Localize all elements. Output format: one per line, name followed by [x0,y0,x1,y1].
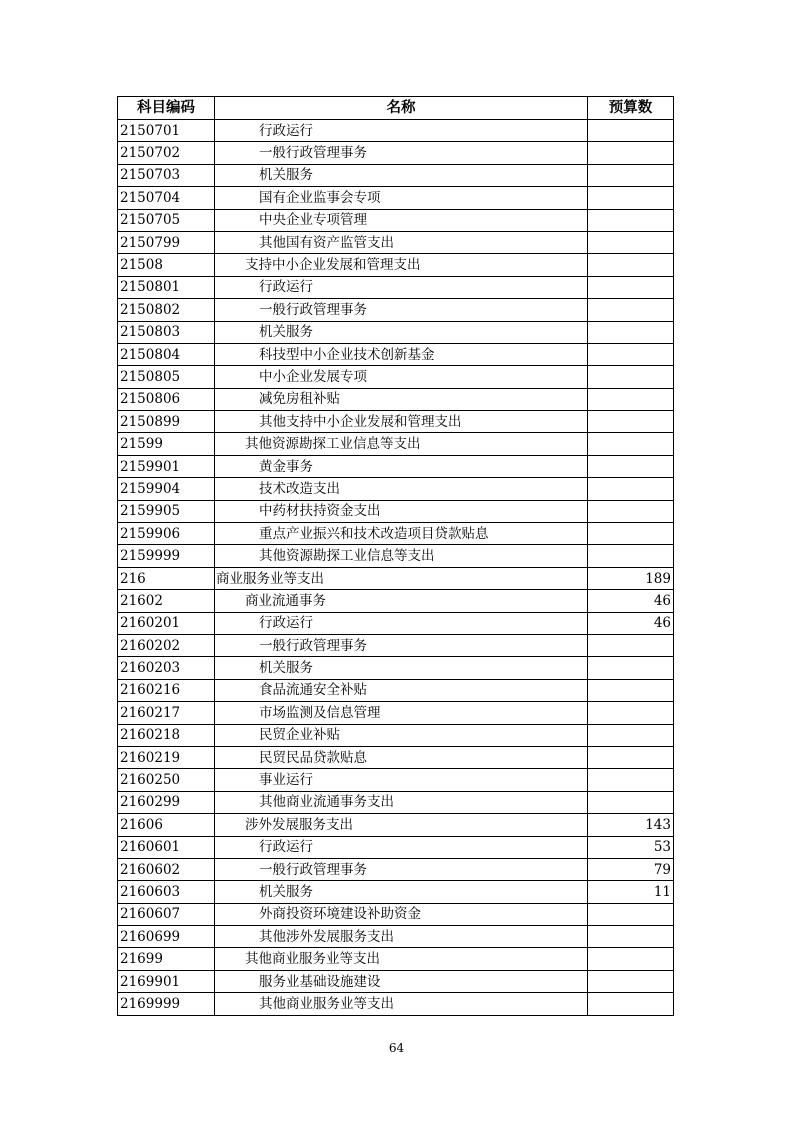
cell-code: 2150899 [118,411,215,433]
cell-amount [588,926,674,948]
cell-code: 21599 [118,433,215,455]
cell-name: 黄金事务 [215,455,588,477]
table-row [118,679,674,701]
table-row [118,411,674,433]
cell-amount [588,948,674,970]
cell-name: 一般行政管理事务 [215,142,588,164]
cell-amount [588,702,674,724]
cell-name: 重点产业振兴和技术改造项目贷款贴息 [215,523,588,545]
cell-name: 外商投资环境建设补助资金 [215,903,588,925]
table-row [118,948,674,970]
cell-code: 2160602 [118,858,215,880]
cell-name: 其他商业流通事务支出 [215,791,588,813]
cell-name: 市场监测及信息管理 [215,702,588,724]
cell-code: 21508 [118,254,215,276]
cell-code: 21699 [118,948,215,970]
cell-amount [588,523,674,545]
cell-code: 216 [118,567,215,589]
table-row [118,657,674,679]
cell-code: 2150801 [118,276,215,298]
cell-amount [588,164,674,186]
cell-code: 2159905 [118,500,215,522]
cell-amount [588,231,674,253]
cell-amount [588,388,674,410]
table-row [118,343,674,365]
cell-amount: 189 [588,567,674,589]
header-name: 名称 [215,97,588,120]
table-row [118,388,674,410]
cell-amount [588,455,674,477]
table-row [118,455,674,477]
table-body [118,120,674,1016]
cell-name: 机关服务 [215,881,588,903]
cell-name: 行政运行 [215,120,588,142]
table-row [118,903,674,925]
cell-amount [588,769,674,791]
cell-code: 2160218 [118,724,215,746]
cell-amount [588,120,674,142]
cell-code: 2159906 [118,523,215,545]
cell-amount [588,634,674,656]
cell-name: 中小企业发展专项 [215,366,588,388]
cell-name: 其他商业服务业等支出 [215,993,588,1015]
cell-amount: 53 [588,836,674,858]
cell-amount [588,724,674,746]
table-row [118,724,674,746]
table-row [118,366,674,388]
cell-name: 行政运行 [215,276,588,298]
cell-code: 2150705 [118,209,215,231]
cell-amount [588,187,674,209]
cell-amount [588,993,674,1015]
table-row [118,254,674,276]
cell-code: 2169999 [118,993,215,1015]
cell-name: 减免房租补贴 [215,388,588,410]
table-row [118,500,674,522]
cell-name: 事业运行 [215,769,588,791]
cell-code: 2160201 [118,612,215,634]
cell-amount [588,970,674,992]
table-row [118,187,674,209]
cell-name: 一般行政管理事务 [215,299,588,321]
cell-code: 2159901 [118,455,215,477]
cell-name: 技术改造支出 [215,478,588,500]
table-row [118,276,674,298]
cell-amount [588,209,674,231]
cell-code: 2160203 [118,657,215,679]
cell-code: 21606 [118,814,215,836]
cell-name: 服务业基础设施建设 [215,970,588,992]
table-row [118,231,674,253]
cell-code: 2150803 [118,321,215,343]
table-row [118,791,674,813]
cell-amount [588,276,674,298]
cell-amount [588,366,674,388]
table-row [118,209,674,231]
cell-amount [588,343,674,365]
table-row [118,881,674,903]
cell-code: 2160601 [118,836,215,858]
table-header-row [118,97,674,120]
cell-name: 一般行政管理事务 [215,634,588,656]
budget-table [117,96,674,1016]
cell-amount: 11 [588,881,674,903]
cell-amount [588,321,674,343]
cell-name: 机关服务 [215,164,588,186]
cell-code: 2160607 [118,903,215,925]
cell-code: 2150805 [118,366,215,388]
cell-code: 2150804 [118,343,215,365]
cell-amount [588,478,674,500]
table-row [118,769,674,791]
cell-code: 2160250 [118,769,215,791]
cell-amount [588,545,674,567]
table-row [118,702,674,724]
table-row [118,478,674,500]
cell-name: 机关服务 [215,321,588,343]
table-row [118,590,674,612]
table-row [118,746,674,768]
table-row [118,926,674,948]
cell-name: 支持中小企业发展和管理支出 [215,254,588,276]
cell-code: 2160699 [118,926,215,948]
cell-amount [588,411,674,433]
table-row [118,299,674,321]
table-row [118,858,674,880]
cell-name: 一般行政管理事务 [215,858,588,880]
cell-amount: 143 [588,814,674,836]
cell-name: 中药材扶持资金支出 [215,500,588,522]
cell-amount: 46 [588,590,674,612]
table-row [118,523,674,545]
cell-name: 商业流通事务 [215,590,588,612]
cell-code: 2160202 [118,634,215,656]
cell-name: 民贸民品贷款贴息 [215,746,588,768]
header-code: 科目编码 [118,97,215,120]
table-row [118,836,674,858]
cell-amount: 46 [588,612,674,634]
cell-code: 2150702 [118,142,215,164]
cell-name: 涉外发展服务支出 [215,814,588,836]
cell-code: 2160603 [118,881,215,903]
cell-amount [588,903,674,925]
cell-code: 2159904 [118,478,215,500]
table-row [118,321,674,343]
cell-name: 其他资源勘探工业信息等支出 [215,433,588,455]
cell-code: 2169901 [118,970,215,992]
cell-code: 2150701 [118,120,215,142]
page-number: 64 [388,1041,405,1055]
cell-amount [588,142,674,164]
cell-code: 2160217 [118,702,215,724]
cell-amount [588,500,674,522]
cell-code: 2160299 [118,791,215,813]
cell-name: 民贸企业补贴 [215,724,588,746]
cell-name: 其他资源勘探工业信息等支出 [215,545,588,567]
cell-name: 行政运行 [215,612,588,634]
table-row [118,814,674,836]
cell-name: 食品流通安全补贴 [215,679,588,701]
cell-name: 其他支持中小企业发展和管理支出 [215,411,588,433]
cell-amount [588,746,674,768]
table-row [118,634,674,656]
cell-code: 2150806 [118,388,215,410]
cell-code: 21602 [118,590,215,612]
table-row [118,612,674,634]
cell-code: 2150703 [118,164,215,186]
cell-amount: 79 [588,858,674,880]
cell-name: 其他商业服务业等支出 [215,948,588,970]
table-row [118,120,674,142]
table-row [118,567,674,589]
table-row [118,970,674,992]
table-row [118,993,674,1015]
cell-code: 2150704 [118,187,215,209]
table-row [118,545,674,567]
cell-name: 科技型中小企业技术创新基金 [215,343,588,365]
cell-code: 2159999 [118,545,215,567]
cell-amount [588,254,674,276]
cell-code: 2150799 [118,231,215,253]
cell-code: 2160216 [118,679,215,701]
cell-amount [588,679,674,701]
cell-name: 其他国有资产监管支出 [215,231,588,253]
cell-code: 2160219 [118,746,215,768]
cell-amount [588,657,674,679]
table-row [118,142,674,164]
table-row [118,164,674,186]
cell-name: 其他涉外发展服务支出 [215,926,588,948]
cell-amount [588,433,674,455]
cell-name: 行政运行 [215,836,588,858]
cell-code: 2150802 [118,299,215,321]
table-row [118,433,674,455]
cell-amount [588,299,674,321]
cell-name: 机关服务 [215,657,588,679]
cell-name: 商业服务业等支出 [215,567,588,589]
cell-amount [588,791,674,813]
header-amount: 预算数 [588,97,674,120]
cell-name: 国有企业监事会专项 [215,187,588,209]
cell-name: 中央企业专项管理 [215,209,588,231]
